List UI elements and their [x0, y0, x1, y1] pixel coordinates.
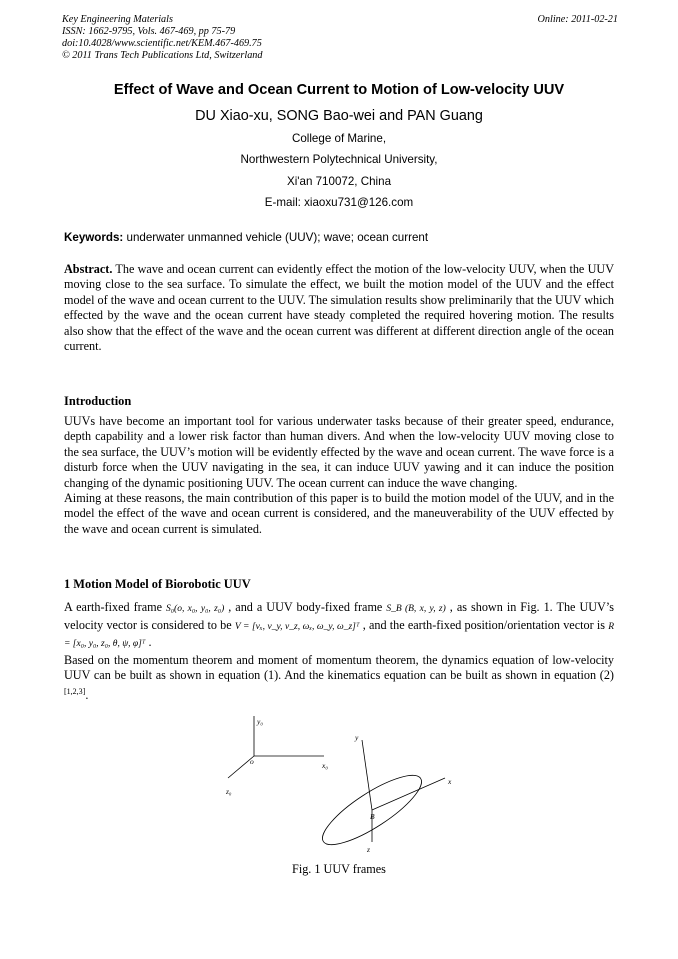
citation-reference: [1,2,3] — [64, 686, 86, 696]
x-axis — [372, 778, 445, 810]
equation-velocity-vector: V = [vₓ, v_y, v_z, ωₓ, ω_y, ω_z]ᵀ — [234, 621, 360, 632]
affiliation-line-3: Xi'an 710072, China — [286, 175, 392, 188]
abstract-text: The wave and ocean current can evidently effect the motion of the low-velocity UUV, when the UUV moving close to the sea surface. To simulate the effect, we built the motion model of the UUV and the effect model of the wave and ocean current to the UUV. The simulation results show preliminarily that the UUV which effected by the wave and the ocean current have steady completed the required hovering motion. The results also show that the effect of the wave and the ocean current was different at different direction angle of the ocean current. — [64, 262, 614, 354]
online-date: Online: 2011-02-21 — [537, 14, 618, 25]
label-y0: y₀ — [257, 717, 263, 726]
keywords-label: Keywords: — [64, 231, 124, 244]
keywords-text: underwater unmanned vehicle (UUV); wave; ocean current — [123, 231, 429, 244]
author-email: E-mail: xiaoxu731@126.com — [264, 196, 414, 209]
introduction-heading: Introduction — [64, 394, 132, 408]
section-1-paragraph-2: Based on the momentum theorem and moment of momentum theorem, the dynamics equation of low-velocity UUV can be built as shown in equation (1). And the kinematics equation can be built as shown in equation (2) [1,2,3]. — [64, 652, 614, 703]
introduction-paragraph-1: UUVs have become an important tool for various underwater tasks because of their greater speed, endurance, depth capability and a lower risk factor than human divers. And when the low-velocity UUV moving close to the sea surface, the UUV’s motion will be evidently effected by the wave and ocean current. The wave force is a disturb force when the UUV navigating in the sea, it can induce UUV yawing and it can induce the position changing of the dynamic positioning UUV. The ocean current can induce the wave changing. — [64, 414, 614, 490]
label-x0: x₀ — [322, 761, 328, 770]
label-z0: z₀ — [226, 787, 232, 796]
copyright-line: © 2011 Trans Tech Publications Ltd, Switzerland — [62, 50, 263, 61]
section-1-paragraph-1: A earth-fixed frame S₀(o, x₀, y₀, z₀) , and a UUV body-fixed frame S_B (B, x, y, z) , as shown in Fig. 1. The UUV’s velocity vector is considered to be V = [vₓ, v_y, v_z, ωₓ, ω_y, ω_z]ᵀ , and the earth-fixed position/orientation vector is R = [x₀, y₀, z₀, θ, ψ, φ]ᵀ . — [64, 600, 614, 650]
keywords — [64, 231, 624, 244]
section-1-heading: 1 Motion Model of Biorobotic UUV — [64, 577, 251, 591]
journal-name: Key Engineering Materials — [62, 14, 173, 25]
doi-line: doi:10.4028/www.scientific.net/KEM.467-469.75 — [62, 38, 262, 49]
equation-body-frame: S_B (B, x, y, z) — [386, 604, 446, 614]
paper-authors: DU Xiao-xu, SONG Bao-wei and PAN Guang — [195, 108, 483, 124]
label-y: y — [355, 733, 359, 742]
affiliation-line-2: Northwestern Polytechnical University, — [240, 153, 438, 166]
journal-header — [62, 14, 618, 62]
equation-earth-frame: S₀(o, x₀, y₀, z₀) — [165, 604, 225, 614]
abstract — [64, 262, 614, 354]
affiliation-line-1: College of Marine, — [291, 132, 387, 145]
label-b: B — [370, 812, 375, 821]
abstract-label: Abstract. — [64, 262, 113, 276]
paper-title: Effect of Wave and Ocean Current to Motion of Low-velocity UUV — [113, 82, 565, 98]
introduction-body — [64, 414, 614, 537]
y-axis — [362, 740, 372, 810]
label-x: x — [448, 777, 452, 786]
introduction-paragraph-2: Aiming at these reasons, the main contribution of this paper is to build the motion model of the UUV, and in the model the effect of the wave and ocean current is considered, and the maneuverability of the UUV effected by the wave and ocean current is simulated. — [64, 491, 614, 536]
equation-position-vector: R = [x₀, y₀, z₀, θ, ψ, φ]ᵀ — [64, 621, 614, 650]
uuv-frames-figure — [210, 712, 470, 862]
label-o: o — [250, 757, 254, 766]
label-z: z — [367, 845, 370, 854]
issn-line: ISSN: 1662-9795, Vols. 467-469, pp 75-79 — [62, 26, 236, 37]
section-1-body — [64, 600, 614, 704]
figure-caption: Fig. 1 UUV frames — [292, 862, 386, 876]
